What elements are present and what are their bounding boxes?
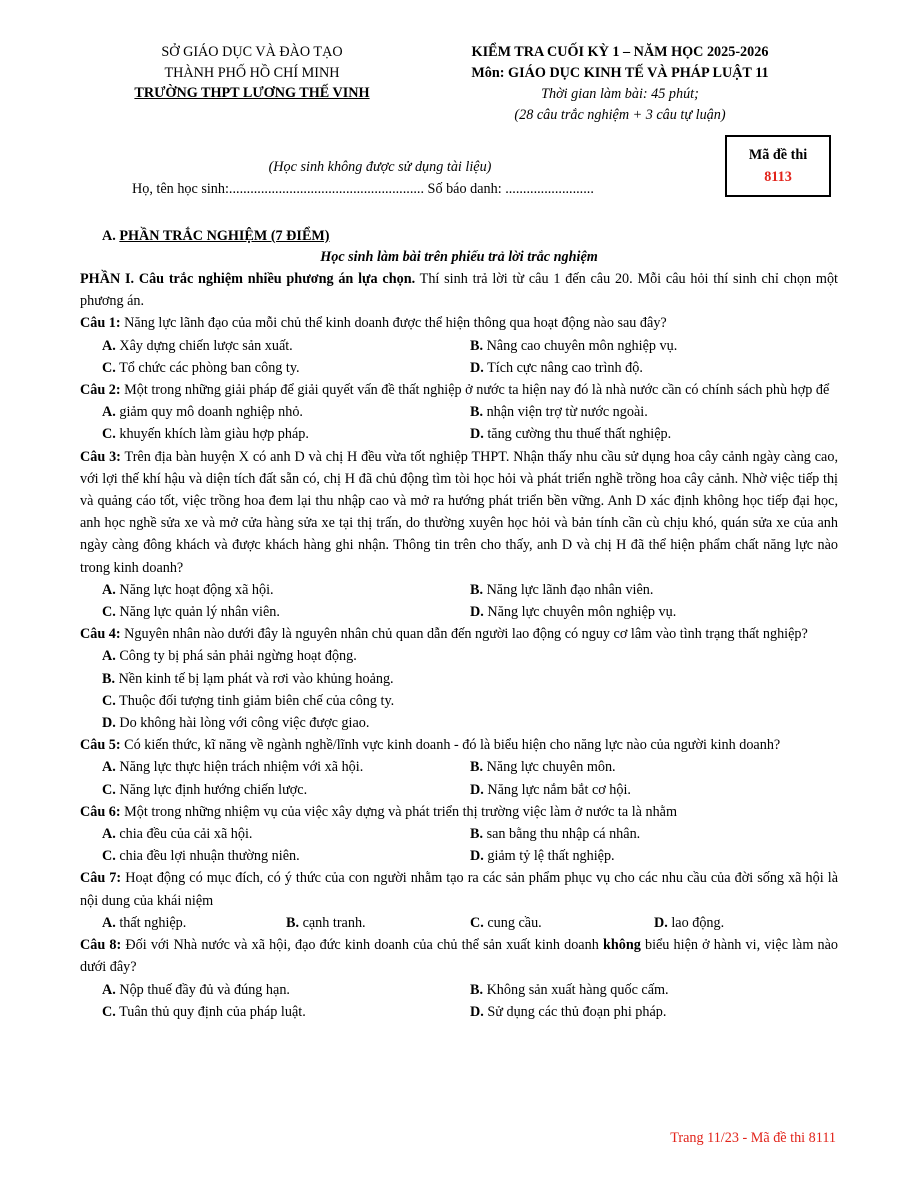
option-text: chia đều lợi nhuận thường niên. [115, 848, 300, 865]
option-c [102, 601, 470, 623]
section-a-title: PHẦN TRẮC NGHIỆM (7 ĐIỂM) [119, 228, 330, 244]
option-text: thất nghiệp. [115, 914, 187, 931]
option-b [80, 668, 838, 690]
option-text: san bằng thu nhập cá nhân. [483, 826, 641, 843]
option-letter: A. [102, 826, 116, 843]
option-b [470, 401, 648, 423]
option-text: nhận viện trợ từ nước ngoài. [483, 404, 648, 421]
options-row [80, 601, 838, 623]
option-letter: A. [102, 404, 116, 421]
option-a [102, 756, 470, 778]
question-text: Trên địa bàn huyện X có anh D và chị H đều vừa tốt nghiệp THPT. Nhận thấy nhu cầu sử dụng hoa cây cảnh ngày càng cao, với lợi thế khí hậu và diện tích đất sẵn có, chị H đã chủ động tìm tòi học hỏi và phát triển nghề trồng hoa cây cảnh. Nhờ việc tiếp thị và quảng cáo tốt, việc trồng hoa đem lại thu nhập cao và mở ra hướng phát triển bền vững. Anh D xác định không học tiếp đại học, anh học nghề sửa xe và mở cửa hàng sửa xe tại thị trấn, do thường xuyên học hỏi và bản tính cần cù chịu khó, quán sửa xe của anh ngày càng đông khách và được khách hàng ghi nhận. Thông tin trên cho thấy, anh D và chị H đã thể hiện phẩm chất năng lực nào trong kinh doanh? [80, 448, 838, 576]
questions-body [80, 268, 838, 1023]
option-c [102, 423, 470, 445]
option-text: Công ty bị phá sản phải ngừng hoạt động. [115, 648, 357, 665]
option-b [470, 979, 669, 1001]
option-letter: A. [102, 914, 116, 931]
option-letter: C. [102, 781, 116, 798]
option-letter: D. [470, 1003, 484, 1020]
question-text: Nguyên nhân nào dưới đây là nguyên nhân chủ quan dẫn đến người lao động có nguy cơ lâm vào tình trạng thất nghiệp? [120, 626, 808, 643]
option-letter: B. [470, 337, 484, 354]
options-row [80, 579, 838, 601]
option-letter: C. [102, 692, 116, 709]
question-label: Câu 7: [80, 870, 122, 887]
question-label: Câu 5: [80, 737, 121, 754]
option-letter: B. [470, 581, 484, 598]
options-row [80, 335, 838, 357]
option-d [80, 712, 838, 734]
option-letter: C. [102, 604, 116, 621]
question-emphasis: không [602, 937, 641, 954]
option-a [102, 335, 470, 357]
option-text: Tổ chức các phòng ban công ty. [115, 359, 300, 376]
option-b [470, 335, 677, 357]
exam-code-label: Mã đề thi [748, 147, 808, 163]
option-letter: A. [102, 337, 116, 354]
option-text: Năng lực hoạt động xã hội. [115, 581, 274, 598]
question-2 [80, 379, 838, 401]
option-letter: D. [470, 359, 484, 376]
school-name: TRƯỜNG THPT LƯƠNG THẾ VINH [134, 85, 370, 101]
part-1-text: Thí sinh trả lời từ câu 1 đến câu 20. Mỗi câu hỏi thí sinh chỉ chọn một phương án. [80, 271, 838, 310]
question-text: Năng lực lãnh đạo của mỗi chủ thể kinh doanh được thể hiện thông qua hoạt động nào sau đây? [120, 315, 667, 332]
option-d [470, 1001, 666, 1023]
option-a [102, 579, 470, 601]
question-label: Câu 4: [80, 626, 121, 643]
option-text: Tuân thủ quy định của pháp luật. [115, 1003, 306, 1020]
option-b [470, 579, 653, 601]
question-3 [80, 446, 838, 579]
option-letter: B. [102, 670, 116, 687]
option-letter: A. [102, 981, 116, 998]
option-d [654, 912, 724, 934]
exam-header [420, 42, 820, 126]
option-c [102, 845, 470, 867]
option-text: Năng lực quản lý nhân viên. [115, 604, 280, 621]
section-a-letter: A. [102, 228, 120, 244]
exam-title: KIỂM TRA CUỐI KỲ 1 – NĂM HỌC 2025-2026 [471, 44, 769, 60]
option-text: Sử dụng các thủ đoạn phi pháp. [483, 1003, 667, 1020]
option-letter: D. [470, 848, 484, 865]
option-text: cạnh tranh. [299, 914, 366, 931]
options-row [80, 979, 838, 1001]
option-letter: B. [470, 759, 484, 776]
option-letter: B. [470, 826, 484, 843]
question-1 [80, 312, 838, 334]
question-6 [80, 801, 838, 823]
option-a [80, 645, 838, 667]
option-letter: D. [470, 604, 484, 621]
options-row [80, 756, 838, 778]
question-text: Hoạt động có mục đích, có ý thức của con người nhằm tạo ra các sản phẩm phục vụ cho các nhu cầu của đời sống xã hội là nội dung của khái niệm [80, 870, 838, 909]
option-text: giảm tỷ lệ thất nghiệp. [483, 848, 615, 865]
question-label: Câu 8: [80, 937, 122, 954]
options-row [80, 779, 838, 801]
option-letter: A. [102, 759, 116, 776]
option-text: Tích cực nâng cao trình độ. [483, 359, 643, 376]
option-text: lao động. [667, 914, 725, 931]
options-row [80, 401, 838, 423]
student-info-line: Họ, tên học sinh:....................................................... Số báo danh: ......................... [132, 181, 594, 197]
option-d [470, 779, 631, 801]
option-letter: C. [470, 914, 484, 931]
option-c [102, 1001, 470, 1023]
section-a-subtitle: Học sinh làm bài trên phiếu trả lời trắc nghiệm [320, 249, 598, 265]
option-letter: C. [102, 359, 116, 376]
options-row [80, 357, 838, 379]
option-c [470, 912, 654, 934]
department-name: SỞ GIÁO DỤC VÀ ĐÀO TẠO [161, 44, 343, 60]
option-text: Xây dựng chiến lược sản xuất. [115, 337, 293, 354]
exam-time: Thời gian làm bài: 45 phút; [541, 86, 699, 102]
option-d [470, 601, 676, 623]
page-footer: Trang 11/23 - Mã đề thi 8111 [670, 1130, 836, 1146]
question-text: biểu hiện ở hành vi, việc làm nào dưới đây? [80, 937, 838, 976]
option-text: chia đều của cải xã hội. [115, 826, 253, 843]
question-text: Một trong những nhiệm vụ của việc xây dựng và phát triển thị trường việc làm ở nước ta là nhằm [120, 803, 678, 820]
city-name: THÀNH PHỐ HỒ CHÍ MINH [164, 64, 340, 81]
options-row [80, 1001, 838, 1023]
option-letter: B. [470, 404, 484, 421]
question-8 [80, 934, 838, 978]
option-c [80, 690, 838, 712]
section-a-heading [102, 225, 330, 247]
option-b [470, 823, 640, 845]
question-label: Câu 2: [80, 382, 121, 399]
option-letter: A. [102, 581, 116, 598]
question-text: Đối với Nhà nước và xã hội, đạo đức kinh doanh của chủ thể sản xuất kinh doanh [121, 937, 603, 954]
subject-name: Môn: GIÁO DỤC KINH TẾ VÀ PHÁP LUẬT 11 [471, 65, 769, 81]
option-letter: B. [286, 914, 300, 931]
option-d [470, 845, 615, 867]
option-letter: D. [470, 781, 484, 798]
option-text: Năng lực chuyên môn nghiệp vụ. [483, 604, 677, 621]
option-a [102, 979, 470, 1001]
option-letter: D. [102, 715, 116, 732]
option-letter: B. [470, 981, 484, 998]
option-text: Thuộc đối tượng tinh giảm biên chế của công ty. [115, 692, 395, 709]
school-header [112, 42, 392, 104]
option-c [102, 357, 470, 379]
part-1-instructions [80, 268, 838, 312]
options-row [80, 845, 838, 867]
no-materials-notice: (Học sinh không được sử dụng tài liệu) [268, 159, 492, 175]
question-7 [80, 867, 838, 911]
option-letter: D. [654, 914, 668, 931]
option-text: Năng lực lãnh đạo nhân viên. [483, 581, 654, 598]
option-a [102, 401, 470, 423]
option-text: Nộp thuế đầy đủ và đúng hạn. [115, 981, 290, 998]
exam-structure: (28 câu trắc nghiệm + 3 câu tự luận) [514, 107, 726, 123]
option-letter: C. [102, 1003, 116, 1020]
option-text: Năng lực định hướng chiến lược. [115, 781, 308, 798]
option-a [102, 823, 470, 845]
option-d [470, 423, 671, 445]
question-label: Câu 3: [80, 448, 121, 465]
option-text: khuyến khích làm giàu hợp pháp. [115, 426, 309, 443]
option-text: Năng lực thực hiện trách nhiệm với xã hội. [115, 759, 364, 776]
question-4 [80, 623, 838, 645]
option-letter: C. [102, 848, 116, 865]
option-text: Năng lực nắm bắt cơ hội. [483, 781, 631, 798]
option-text: Nâng cao chuyên môn nghiệp vụ. [483, 337, 678, 354]
exam-code-box [725, 135, 831, 197]
option-text: Nền kinh tế bị lạm phát và rơi vào khủng hoảng. [115, 670, 394, 687]
option-b [286, 912, 470, 934]
options-row [80, 823, 838, 845]
question-label: Câu 6: [80, 803, 121, 820]
question-text: Một trong những giải pháp để giải quyết vấn đề thất nghiệp ở nước ta hiện nay đó là nhà nước cần có chính sách phù hợp để [120, 382, 830, 399]
question-5 [80, 734, 838, 756]
option-text: Năng lực chuyên môn. [483, 759, 616, 776]
question-label: Câu 1: [80, 315, 121, 332]
part-1-title: PHẦN I. Câu trắc nghiệm nhiều phương án lựa chọn. [80, 271, 416, 287]
option-letter: A. [102, 648, 116, 665]
option-d [470, 357, 643, 379]
question-text: Có kiến thức, kĩ năng về ngành nghề/lĩnh vực kinh doanh - đó là biểu hiện cho năng lực nào của người kinh doanh? [120, 737, 781, 754]
option-a [102, 912, 286, 934]
option-text: tăng cường thu thuế thất nghiệp. [483, 426, 672, 443]
option-text: giảm quy mô doanh nghiệp nhỏ. [115, 404, 303, 421]
option-letter: D. [470, 426, 484, 443]
option-c [102, 779, 470, 801]
options-row [80, 912, 838, 934]
option-text: cung cầu. [483, 914, 542, 931]
option-text: Không sản xuất hàng quốc cấm. [483, 981, 669, 998]
option-letter: C. [102, 426, 116, 443]
option-text: Do không hài lòng với công việc được giao. [115, 715, 370, 732]
options-row [80, 423, 838, 445]
option-b [470, 756, 616, 778]
exam-code: 8113 [764, 169, 792, 185]
